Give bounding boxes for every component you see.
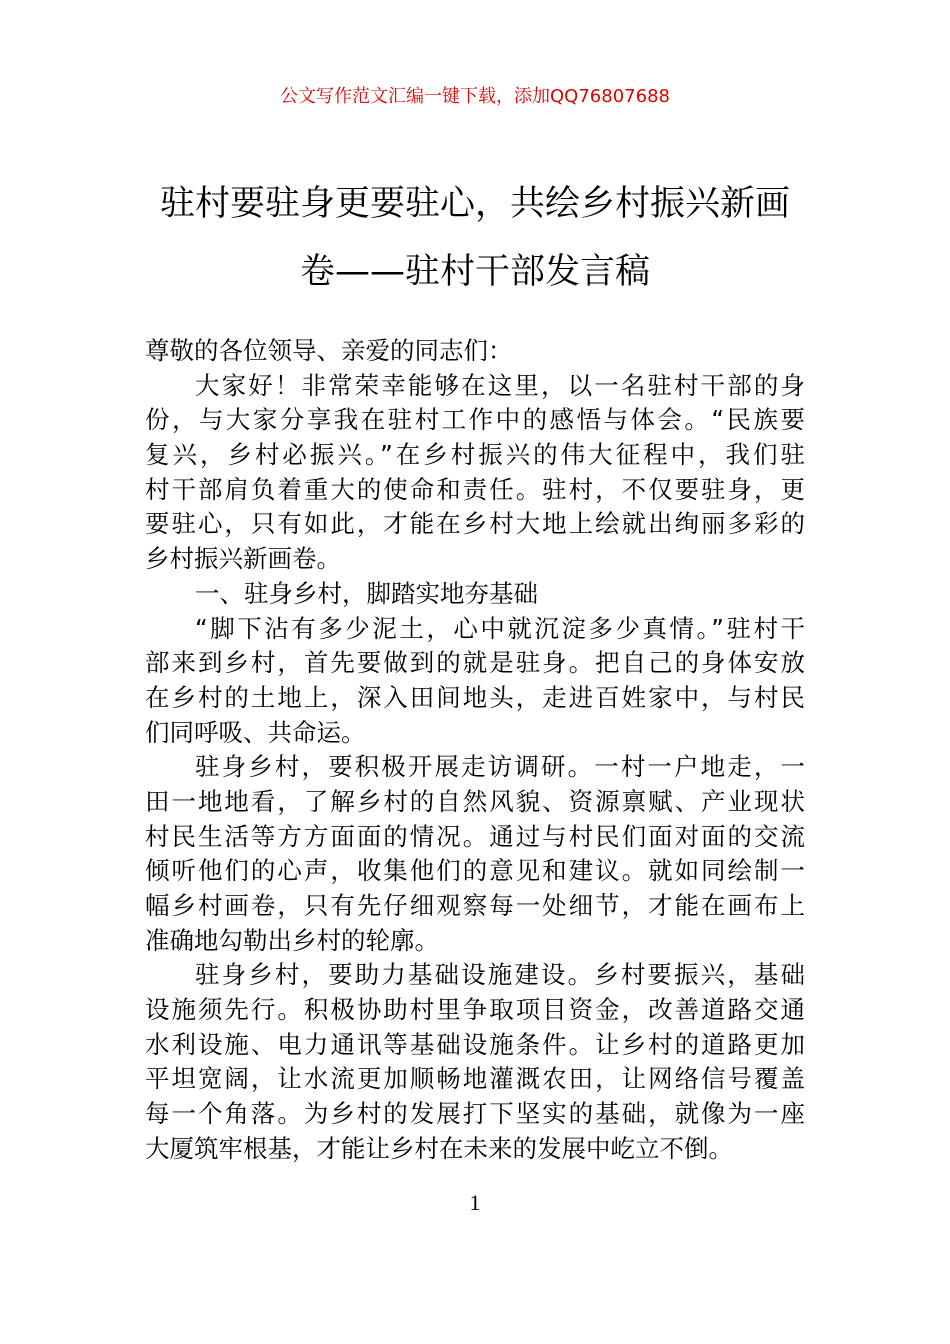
body-text-line: 水利设施、电力通讯等基础设施条件。让乡村的道路更加	[145, 1029, 805, 1059]
body-text-line: 复兴，乡村必振兴。”在乡村振兴的伟大征程中，我们驻	[145, 440, 805, 470]
body-text-line: 们同呼吸、共命运。	[145, 717, 366, 747]
body-text-line: 乡村振兴新画卷。	[145, 544, 341, 574]
title-line: 卷——驻村干部发言稿	[299, 252, 650, 292]
document-title	[140, 170, 810, 306]
body-text-line: 倾听他们的心声，收集他们的意见和建议。就如同绘制一	[145, 856, 805, 886]
body-text-line: 田一地地看，了解乡村的自然风貌、资源禀赋、产业现状	[145, 786, 805, 816]
body-text-line: “脚下沾有多少泥土，心中就沉淀多少真情。”驻村干	[195, 613, 805, 643]
body-text-line: 村民生活等方方面面的情况。通过与村民们面对面的交流	[145, 821, 805, 851]
body-text-line: 幅乡村画卷，只有先仔细观察每一处细节，才能在画布上	[145, 891, 805, 920]
body-text-line: 在乡村的土地上，深入田间地头，走进百姓家中，与村民	[145, 682, 805, 712]
body-text-line: 要驻心，只有如此，才能在乡村大地上绘就出绚丽多彩的	[145, 509, 805, 539]
body-text-line: 尊敬的各位领导、亲爱的同志们：	[145, 336, 513, 365]
body-text-line: 设施须先行。积极协助村里争取项目资金，改善道路交通	[145, 995, 805, 1025]
body-text-line: 每一个角落。为乡村的发展打下坚实的基础，就像为一座	[145, 1099, 805, 1129]
body-text-line: 一、驻身乡村，脚踏实地夯基础	[195, 578, 538, 608]
body-text-line: 平坦宽阔，让水流更加顺畅地灌溉农田，让网络信号覆盖	[145, 1064, 805, 1094]
page-number: 1	[469, 1190, 481, 1215]
body-text-line: 份，与大家分享我在驻村工作中的感悟与体会。“民族要	[145, 405, 805, 435]
body-text-line: 村干部肩负着重大的使命和责任。驻村，不仅要驻身，更	[145, 474, 805, 504]
body-text-line: 部来到乡村，首先要做到的就是驻身。把自己的身体安放	[145, 648, 805, 678]
document-body	[145, 334, 805, 1167]
body-text-line: 大家好！非常荣幸能够在这里，以一名驻村干部的身	[195, 370, 805, 400]
body-text-line: 驻身乡村，要助力基础设施建设。乡村要振兴，基础	[195, 960, 805, 990]
promo-header: 公文写作范文汇编一键下载，添加QQ76807688	[280, 86, 670, 107]
title-line: 驻村要驻身更要驻心，共绘乡村振兴新画	[159, 184, 790, 224]
body-text-line: 驻身乡村，要积极开展走访调研。一村一户地走，一	[195, 752, 805, 782]
body-text-line: 大厦筑牢根基，才能让乡村在未来的发展中屹立不倒。	[145, 1133, 733, 1163]
body-text-line: 准确地勾勒出乡村的轮廓。	[145, 925, 439, 955]
